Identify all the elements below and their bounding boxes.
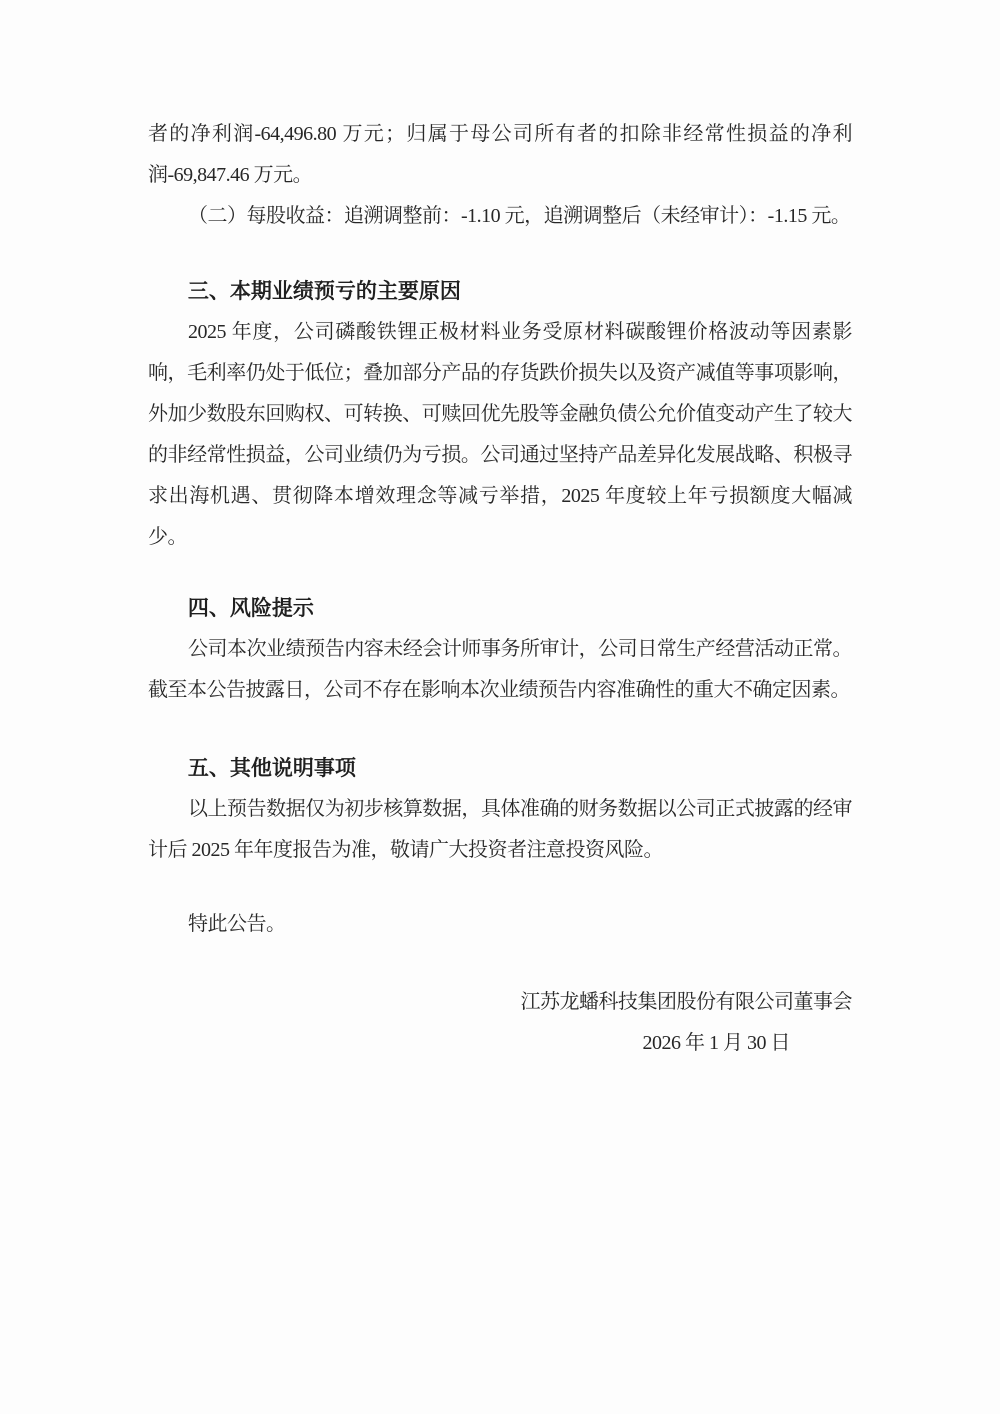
section-4-heading: 四、风险提示	[187, 597, 314, 620]
section-5-heading: 五、其他说明事项	[187, 757, 356, 780]
signature-date: 2026 年 1 月 30 日	[642, 1032, 790, 1054]
section-3-body: 2025 年度，公司磷酸铁锂正极材料业务受原材料碳酸锂价格波动等因素影响，毛利率仍处于低位；叠加部分产品的存货跌价损失以及资产减值等事项影响，外加少数股东回购权、可转换、可赎回优先股等金融负债公允价值变动产生了较大的非经常性损益，公司业绩仍为亏损。公司通过坚持产品差异化发展战略、积极寻求出海机遇、贯彻降本增效理念等减亏举措，2025 年度较上年亏损额度大幅减少。	[148, 321, 852, 548]
net-profit-continuation-paragraph: 者的净利润-64,496.80 万元；归属于母公司所有者的扣除非经常性损益的净利润-69,847.46 万元。	[148, 123, 852, 186]
closing-statement: 特此公告。	[188, 913, 286, 935]
section-4-body: 公司本次业绩预告内容未经会计师事务所审计，公司日常生产经营活动正常。截至本公告披露日，公司不存在影响本次业绩预告内容准确性的重大不确定因素。	[148, 638, 852, 701]
section-3-heading: 三、本期业绩预亏的主要原因	[187, 280, 461, 303]
signature-company: 江苏龙蟠科技集团股份有限公司董事会	[520, 991, 852, 1013]
section-5-body: 以上预告数据仅为初步核算数据，具体准确的财务数据以公司正式披露的经审计后 2025 年年度报告为准，敬请广大投资者注意投资风险。	[148, 798, 852, 861]
eps-paragraph: （二）每股收益：追溯调整前：-1.10 元，追溯调整后（未经审计）：-1.15 元。	[188, 205, 851, 227]
